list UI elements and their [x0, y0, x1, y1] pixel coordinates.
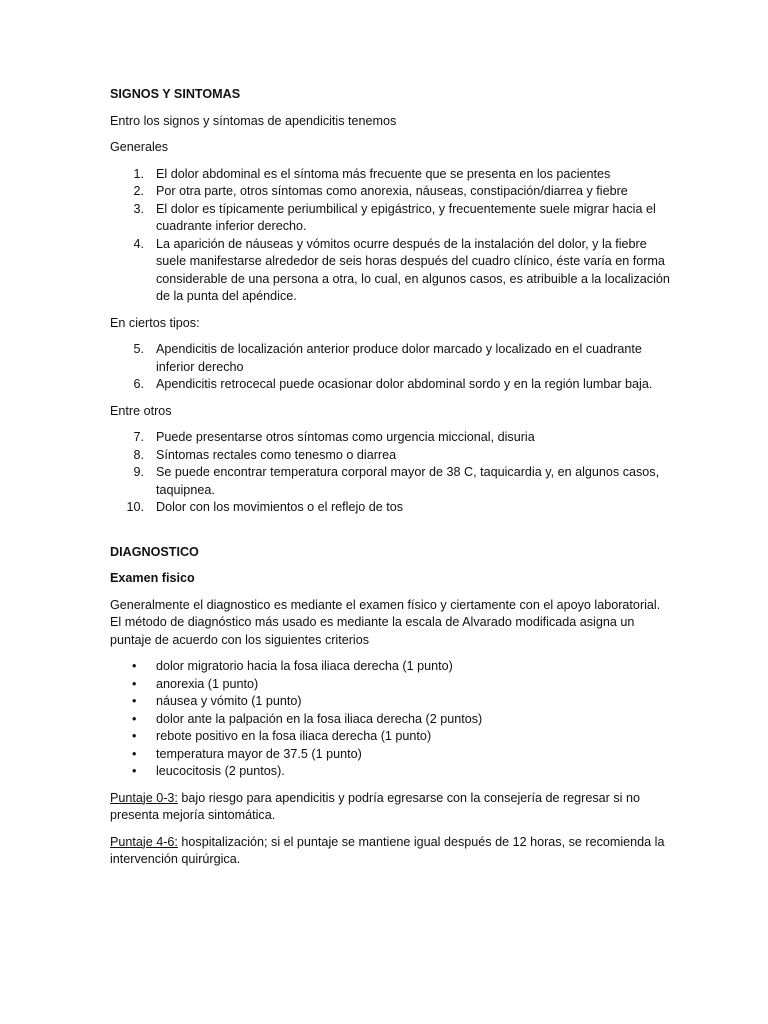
list-number: 6. — [133, 377, 144, 391]
list-item — [110, 676, 670, 694]
list-item-text: náusea y vómito (1 punto) — [156, 694, 302, 708]
list-item — [110, 447, 670, 465]
list-item-text: Dolor con los movimientos o el reflejo de tos — [156, 500, 404, 514]
list-item — [110, 693, 670, 711]
list-number: 7. — [133, 430, 144, 444]
list-item-text: Síntomas rectales como tenesmo o diarrea — [156, 447, 397, 462]
list-item — [110, 236, 670, 306]
list-item — [110, 464, 670, 499]
score-range-0-3 — [110, 790, 670, 825]
list-item — [110, 341, 670, 376]
otros-label: Entre otros — [110, 403, 172, 418]
tipos-label: En ciertos tipos: — [110, 315, 200, 330]
bullet-icon: • — [132, 694, 137, 708]
bullet-icon: • — [132, 764, 137, 778]
score-range-4-6 — [110, 834, 670, 869]
list-item-text: rebote positivo en la fosa iliaca derecha (1 punto) — [156, 729, 432, 743]
document-page — [110, 86, 670, 878]
tipos-list — [110, 341, 670, 394]
bullet-icon: • — [132, 659, 137, 673]
list-number: 5. — [133, 342, 144, 356]
list-item — [110, 376, 670, 394]
score-description: hospitalización; si el puntaje se mantiene igual después de 12 horas, se recomienda la intervención quirúrgica. — [110, 834, 665, 866]
list-item-text: Apendicitis de localización anterior produce dolor marcado y localizado en el cuadrante inferior derecho — [156, 342, 642, 374]
list-item-text: anorexia (1 punto) — [156, 676, 259, 691]
section-title-signos: SIGNOS Y SINTOMAS — [110, 87, 241, 101]
list-item-text: Por otra parte, otros síntomas como anorexia, náuseas, constipación/diarrea y fiebre — [156, 184, 628, 198]
section-title-diagnostico: DIAGNOSTICO — [110, 544, 199, 559]
list-number: 4. — [133, 236, 144, 251]
list-item-text: El dolor abdominal es el síntoma más frecuente que se presenta en los pacientes — [156, 166, 611, 181]
otros-list — [110, 429, 670, 517]
score-description: bajo riesgo para apendicitis y podría egresarse con la consejería de regresar si no presenta mejoría sintomática. — [110, 790, 640, 822]
generales-label: Generales — [110, 140, 169, 154]
list-item-text: El dolor es típicamente periumbilical y epigástrico, y frecuentemente suele migrar hacia el cuadrante inferior derecho. — [156, 201, 656, 233]
list-item — [110, 499, 670, 517]
list-item — [110, 201, 670, 236]
list-item-text: Apendicitis retrocecal puede ocasionar dolor abdominal sordo y en la región lumbar baja. — [156, 377, 653, 391]
list-item — [110, 763, 670, 781]
alvarado-criteria-list — [110, 658, 670, 781]
list-number: 3. — [133, 201, 144, 216]
list-number: 8. — [133, 447, 144, 462]
list-item — [110, 166, 670, 184]
list-item-text: dolor migratorio hacia la fosa iliaca derecha (1 punto) — [156, 659, 453, 673]
list-item-text: La aparición de náuseas y vómitos ocurre después de la instalación del dolor, y la fiebre suele manifestarse alrededor de seis horas después del cuadro clínico, éste varía en forma considerable de una persona a otra, lo cual, en algunos casos, es atribuible a la localización de la punta del apéndice. — [156, 236, 670, 303]
bullet-icon: • — [132, 729, 137, 743]
list-item-text: temperatura mayor de 37.5 (1 punto) — [156, 746, 362, 761]
list-number: 10. — [126, 500, 144, 514]
list-item — [110, 728, 670, 746]
list-item — [110, 183, 670, 201]
subsection-title-examen: Examen fisico — [110, 571, 195, 585]
list-number: 1. — [133, 166, 144, 181]
score-label: Puntaje 0-3: — [110, 790, 178, 805]
list-item-text: dolor ante la palpación en la fosa iliaca derecha (2 puntos) — [156, 711, 483, 726]
diagnostico-intro-paragraph: Generalmente el diagnostico es mediante el examen físico y ciertamente con el apoyo laboratorial. El método de diagnóstico más usado es mediante la escala de Alvarado modificada asigna un puntaje de acuerdo con los siguientes criterios — [110, 597, 661, 647]
list-item — [110, 658, 670, 676]
list-item — [110, 429, 670, 447]
list-item — [110, 711, 670, 729]
list-number: 9. — [133, 465, 144, 479]
intro-paragraph: Entro los signos y síntomas de apendicitis tenemos — [110, 113, 397, 128]
list-item-text: leucocitosis (2 puntos). — [156, 764, 285, 778]
bullet-icon: • — [132, 711, 137, 726]
score-label: Puntaje 4-6: — [110, 834, 178, 849]
list-number: 2. — [133, 184, 144, 198]
generales-list — [110, 166, 670, 306]
list-item-text: Se puede encontrar temperatura corporal mayor de 38 C, taquicardia y, en algunos casos, taquipnea. — [156, 465, 660, 497]
bullet-icon: • — [132, 676, 137, 691]
list-item-text: Puede presentarse otros síntomas como urgencia miccional, disuria — [156, 430, 535, 444]
bullet-icon: • — [132, 746, 137, 761]
list-item — [110, 746, 670, 764]
section-spacer — [110, 526, 670, 544]
